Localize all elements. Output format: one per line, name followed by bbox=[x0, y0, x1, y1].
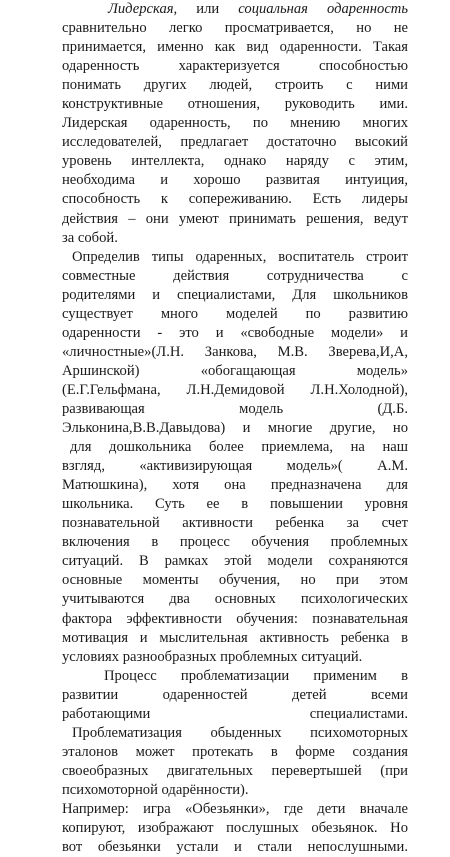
text-line bbox=[62, 57, 408, 76]
text-line bbox=[62, 152, 408, 171]
text-segment: условиях разнообразных проблемных ситуаций. bbox=[62, 648, 363, 665]
text-line bbox=[62, 229, 408, 248]
text-line bbox=[62, 171, 408, 190]
text-line bbox=[62, 648, 408, 667]
text-segment: Эльконина,В.В.Давыдова) и многие другие, но bbox=[62, 420, 408, 437]
text-line bbox=[62, 76, 408, 95]
text-segment: (Е.Г.Гельфмана, Л.Н.Демидовой Л.Н.Холодной), bbox=[62, 381, 408, 398]
text-segment: Аршинской) «обогащающая модель» bbox=[62, 362, 408, 379]
text-segment: «личностные»(Л.Н. Занкова, М.В. Зверева,И,А, bbox=[62, 343, 408, 360]
text-line bbox=[62, 610, 408, 629]
text-line bbox=[62, 438, 408, 457]
italic-text: Лидерская bbox=[108, 1, 174, 17]
text-segment: копируют, изображают послушных обезьянок. Но bbox=[62, 820, 408, 837]
text-segment: совместные действия сотрудничества с bbox=[62, 267, 408, 284]
text-line bbox=[62, 724, 408, 743]
text-line bbox=[62, 114, 408, 133]
text-line bbox=[62, 590, 408, 609]
text-segment: эталонов может протекать в форме создания bbox=[62, 743, 408, 760]
text-line bbox=[62, 838, 408, 857]
paragraph bbox=[62, 667, 408, 724]
text-line bbox=[62, 552, 408, 571]
text-line bbox=[62, 819, 408, 838]
text-segment: уровень интеллекта, однако наряду с этим, bbox=[62, 153, 408, 170]
text-line bbox=[62, 476, 408, 495]
text-segment: исследователей, предлагает достаточно высокий bbox=[62, 134, 408, 151]
paragraph bbox=[62, 800, 408, 857]
text-line bbox=[62, 667, 408, 686]
text-segment: конструктивные отношения, руководить ими. bbox=[62, 96, 408, 113]
text-segment: способность к сопереживанию. Есть лидеры bbox=[62, 191, 408, 208]
text-segment: Определив типы одаренных, воспитатель строит bbox=[72, 248, 408, 265]
paragraph bbox=[62, 0, 408, 248]
text-line bbox=[62, 248, 408, 267]
text-line bbox=[62, 514, 408, 533]
text-segment: фактора эффективности обучения: познавательная bbox=[62, 610, 408, 627]
text-segment: принимается, именно как вид одаренности. Такая bbox=[62, 39, 408, 56]
text-segment: сравнительно легко просматривается, но не bbox=[62, 20, 408, 37]
text-segment: Процесс проблематизации применим в bbox=[104, 667, 408, 684]
text-line bbox=[62, 305, 408, 324]
text-line bbox=[62, 743, 408, 762]
text-line bbox=[62, 133, 408, 152]
text-segment: учитываются два основных психологических bbox=[62, 591, 408, 608]
text-segment: для дошкольника более приемлема, на наш bbox=[70, 439, 408, 456]
text-line bbox=[62, 781, 408, 800]
text-segment: родителями и специалистами, Для школьников bbox=[62, 286, 408, 303]
text-line bbox=[62, 324, 408, 343]
text-line bbox=[62, 629, 408, 648]
text-line bbox=[62, 686, 408, 705]
text-segment: школьника. Суть ее в повышении уровня bbox=[62, 496, 408, 513]
text-segment: , или bbox=[173, 1, 239, 17]
text-line bbox=[62, 210, 408, 229]
italic-text: социальная одаренность bbox=[238, 1, 408, 17]
text-line bbox=[62, 343, 408, 362]
text-segment: Например: игра «Обезьянки», где дети вначале bbox=[62, 800, 408, 817]
text-line bbox=[62, 762, 408, 781]
text-line bbox=[62, 38, 408, 57]
text-segment: Проблематизация обыденных психомоторных bbox=[72, 724, 408, 741]
text-segment: понимать других людей, строить с ними bbox=[62, 77, 408, 94]
text-segment: одаренности - это и «свободные модели» и bbox=[62, 324, 408, 341]
text-segment: действия – они умеют принимать решения, ведут bbox=[62, 210, 408, 227]
text-line bbox=[62, 419, 408, 438]
text-line bbox=[62, 19, 408, 38]
text-segment: взгляд, «активизирующая модель»( А.М. bbox=[62, 458, 408, 475]
text-segment: Лидерская одаренность, по мнению многих bbox=[62, 115, 408, 132]
text-line bbox=[62, 457, 408, 476]
text-line bbox=[62, 381, 408, 400]
text-segment: мотивация и мыслительная активность ребенка в bbox=[62, 629, 408, 646]
text-segment: необходима и хорошо развитая интуиция, bbox=[62, 172, 408, 189]
paragraph bbox=[62, 724, 408, 800]
text-line bbox=[62, 267, 408, 286]
text-segment: работающими специалистами. bbox=[62, 705, 408, 722]
text-segment: за собой. bbox=[62, 229, 118, 246]
text-line bbox=[62, 495, 408, 514]
text-line bbox=[62, 95, 408, 114]
text-segment: включения в процесс обучения проблемных bbox=[62, 534, 408, 551]
text-segment: вот обезьянки устали и стали непослушными. bbox=[62, 839, 408, 856]
text-line bbox=[62, 0, 408, 19]
text-line bbox=[62, 705, 408, 724]
text-line bbox=[62, 362, 408, 381]
text-segment: Матюшкина), хотя она предназначена для bbox=[62, 477, 408, 494]
text-segment: основные моменты обучения, но при этом bbox=[62, 572, 408, 589]
text-segment: ситуаций. В рамках этой модели сохраняются bbox=[62, 553, 408, 570]
text-segment: своеобразных двигательных перевертышей (при bbox=[62, 762, 408, 779]
text-line bbox=[62, 800, 408, 819]
text-line bbox=[62, 533, 408, 552]
text-line bbox=[62, 286, 408, 305]
text-segment: развитии одаренностей детей всеми bbox=[62, 686, 408, 703]
text-line bbox=[62, 190, 408, 209]
document-page bbox=[62, 0, 408, 856]
text-segment: познавательной активности ребенка за счет bbox=[62, 515, 408, 532]
text-segment: одаренность характеризуется способностью bbox=[62, 58, 408, 75]
text-segment: психомоторной одарённости). bbox=[62, 781, 249, 798]
text-line bbox=[62, 571, 408, 590]
paragraph bbox=[62, 248, 408, 667]
text-segment: развивающая модель (Д.Б. bbox=[62, 400, 408, 417]
text-segment: существует много моделей по развитию bbox=[62, 305, 408, 322]
text-line bbox=[62, 400, 408, 419]
